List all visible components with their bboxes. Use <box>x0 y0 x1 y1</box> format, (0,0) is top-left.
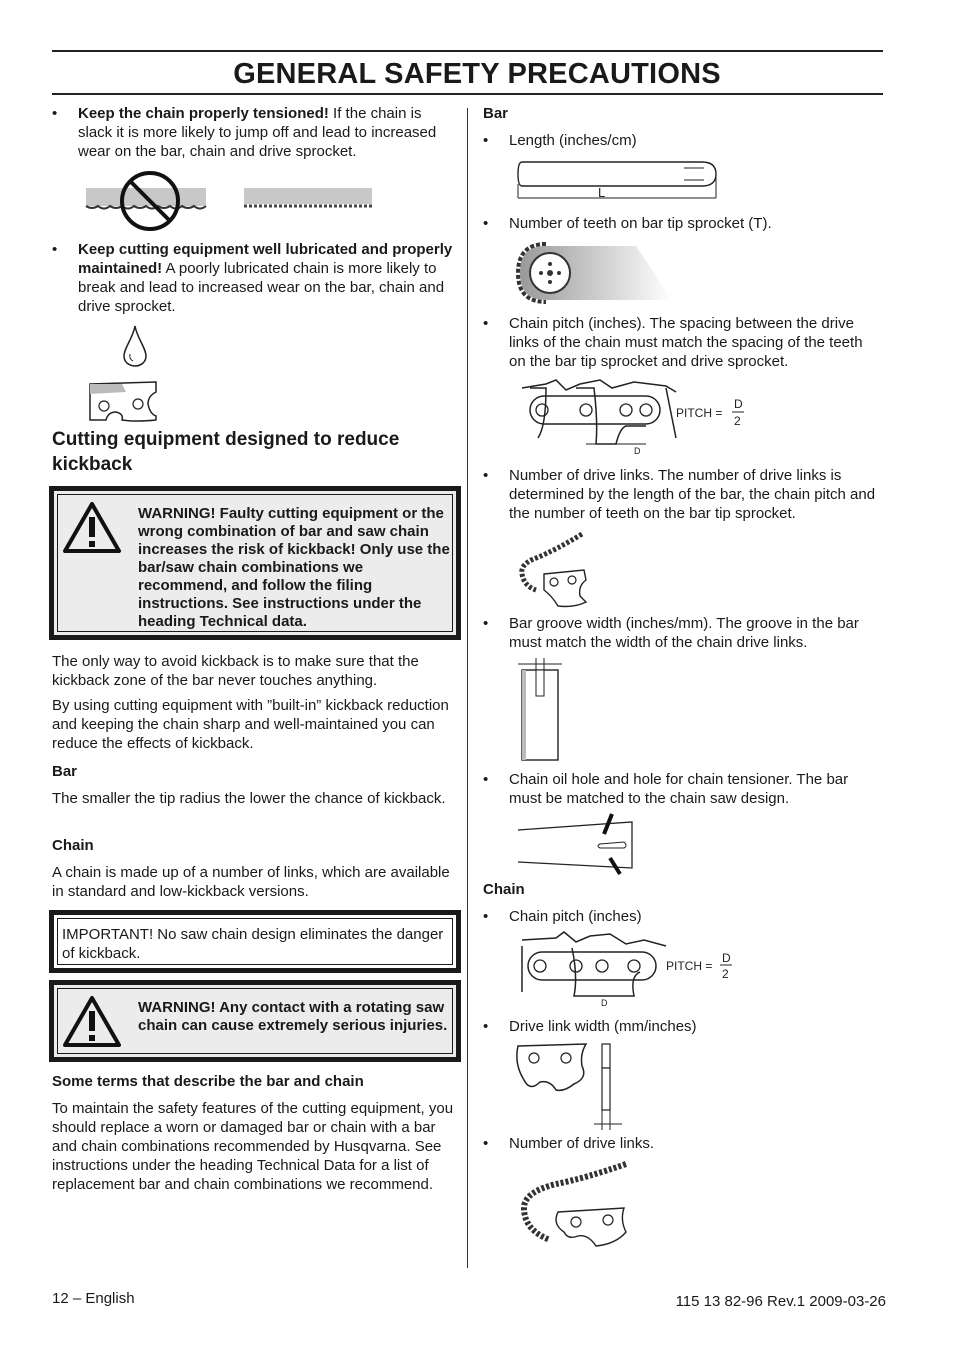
bar-groove-illustration <box>516 656 566 766</box>
warning-text: WARNING! Any contact with a rotating saw chain can cause extremely serious injuries. <box>138 999 448 1034</box>
important-box <box>49 910 461 973</box>
kickback-para-1: The only way to avoid kickback is to make sure that the kickback zone of the bar never touches anything. <box>52 653 419 689</box>
warning-text: WARNING! Faulty cutting equipment or the wrong combination of bar and saw chain increases the risk of kickback! Only use the bar/saw chain combinations we recommend, and follow the filing instructions. See instructions under the heading Technical data. <box>138 505 450 630</box>
warning-triangle-icon <box>62 995 122 1049</box>
footer-page-number: 12 – English <box>52 1290 135 1307</box>
column-divider <box>467 108 468 1268</box>
header-bottom-rule <box>52 93 883 95</box>
footer-doc-id: 115 13 82-96 Rev.1 2009-03-26 <box>675 1293 886 1310</box>
section-heading-kickback: Cutting equipment designed to reduce kickback <box>52 429 400 475</box>
drive-link-icon <box>86 378 160 424</box>
bar-subheading: Bar <box>52 763 78 780</box>
pitch-d-label: D <box>634 446 641 456</box>
pitch-numerator: D <box>734 397 743 411</box>
length-label: L <box>598 185 606 200</box>
pitch-formula-label: PITCH = <box>676 406 723 420</box>
terms-text: To maintain the safety features of the cutting equipment, you should replace a worn or damaged bar or chain with a bar and chain combinations recommended by Husqvarna. See instructions under the heading Technical Data for a list of replacement bar and chain combinations we recommend. <box>52 1100 454 1193</box>
chain-pitch-illustration <box>516 378 756 458</box>
chain-pitch-illustration-2 <box>516 932 736 1008</box>
pitch-denominator: 2 <box>722 967 729 981</box>
pitch-formula-label: PITCH = <box>666 959 713 973</box>
kickback-para-2: By using cutting equipment with ”built-in” kickback reduction and keeping the chain sharp and well-maintained you can reduce the effects of kickback. <box>52 697 449 752</box>
right-bar-heading: Bar <box>483 105 509 122</box>
pitch-denominator: 2 <box>734 414 741 428</box>
bullet-bold: Keep the chain properly tensioned! <box>78 105 329 122</box>
warning-triangle-icon <box>62 501 122 555</box>
pitch-d-label: D <box>601 998 608 1008</box>
warning-box-faulty-equipment <box>49 486 461 640</box>
chain-subheading: Chain <box>52 837 94 854</box>
important-text: IMPORTANT! No saw chain design eliminates the danger of kickback. <box>62 926 444 962</box>
bar-tip-sprocket-illustration <box>516 240 676 306</box>
bullet-text: A poorly lubricated chain is more likely to break and lead to increased wear on the bar, chain and drive sprocket. <box>78 260 445 315</box>
drive-links-illustration-2 <box>516 1160 636 1252</box>
drive-link-width-illustration <box>514 1040 624 1132</box>
bullet-bold: Keep cutting equipment well lubricated and properly maintained! <box>78 241 453 277</box>
chain-tension-illustration <box>86 168 376 224</box>
oil-drop-icon <box>120 324 150 368</box>
drive-links-illustration <box>516 530 592 610</box>
bullet-text: If the chain is slack it is more likely to jump off and lead to increased wear on the bar, chain and drive sprocket. <box>78 105 437 160</box>
chain-text: A chain is made up of a number of links, which are available in standard and low-kickback versions. <box>52 864 450 900</box>
oil-hole-illustration <box>516 812 640 878</box>
bar-length-illustration <box>516 158 722 202</box>
page-title: GENERAL SAFETY PRECAUTIONS <box>233 58 721 90</box>
terms-subheading: Some terms that describe the bar and chain <box>52 1073 364 1090</box>
right-chain-heading: Chain <box>483 881 525 898</box>
header-top-rule <box>52 50 883 52</box>
warning-box-rotating-chain <box>49 980 461 1062</box>
pitch-numerator: D <box>722 951 731 965</box>
bar-text: The smaller the tip radius the lower the chance of kickback. <box>52 790 446 807</box>
